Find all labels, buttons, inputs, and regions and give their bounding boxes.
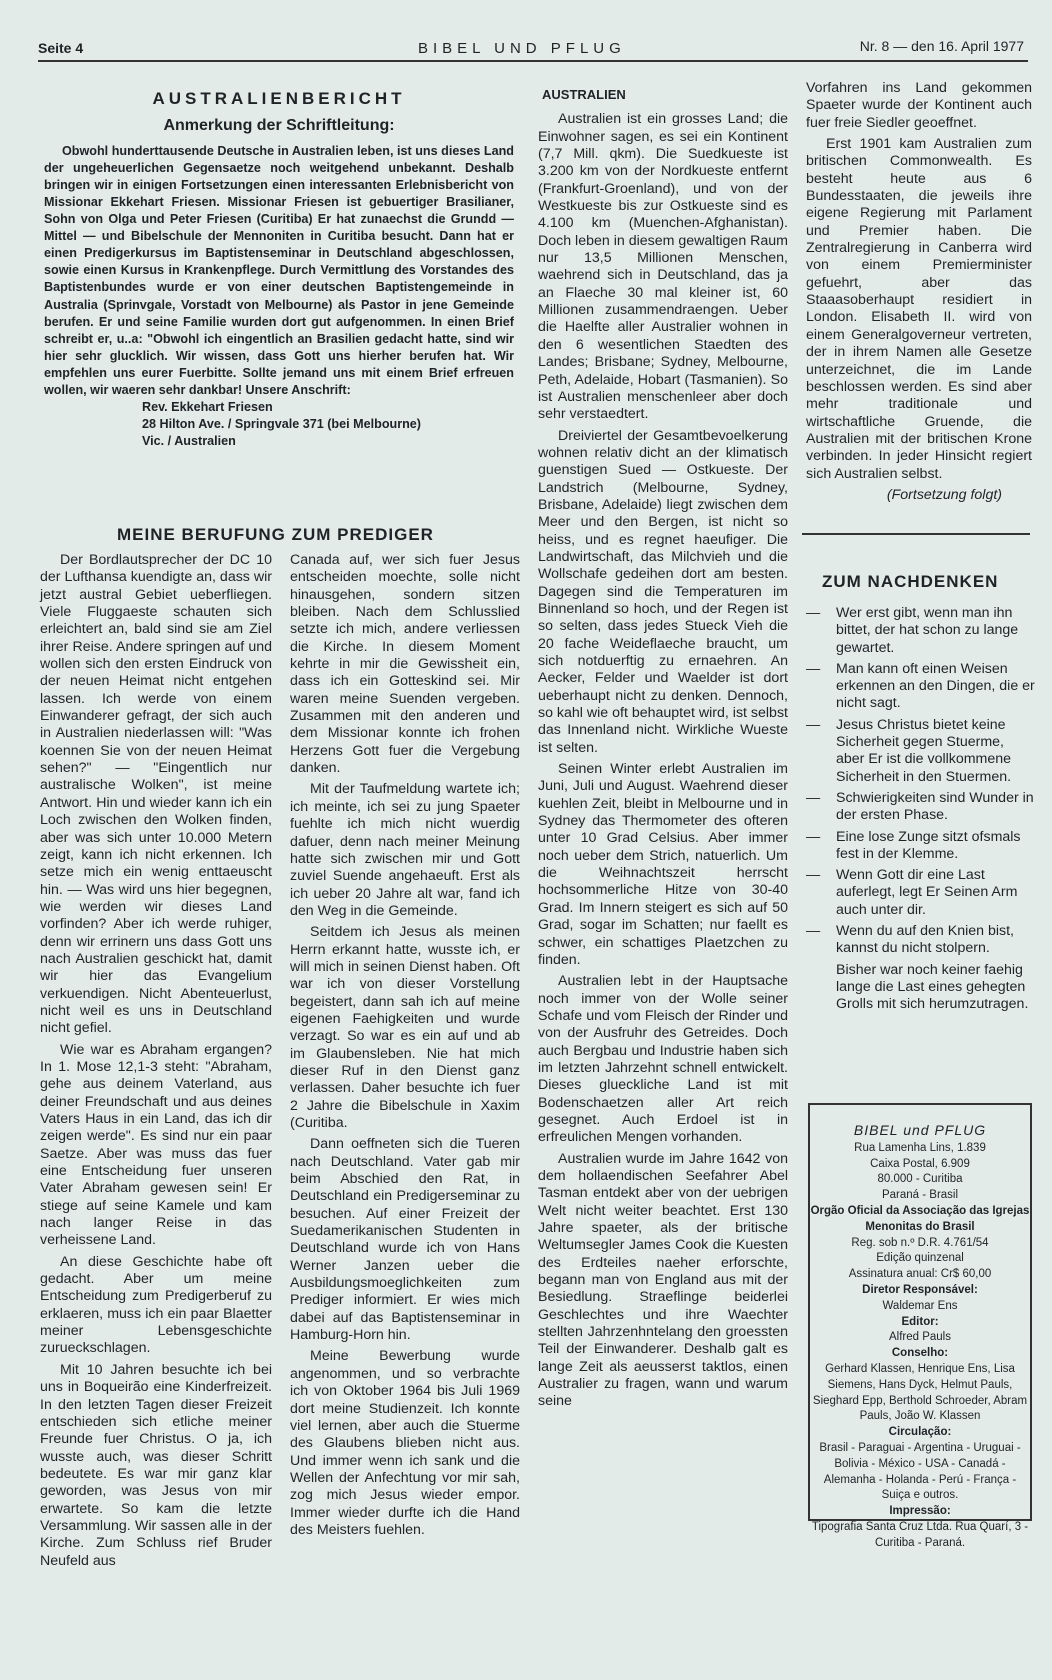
imprint-line: Rua Lamenha Lins, 1.839 bbox=[854, 1141, 986, 1154]
berufung-title: MEINE BERUFUNG ZUM PREDIGER bbox=[117, 525, 434, 544]
paragraph: Dann oeffneten sich die Tueren nach Deutschland. Vater gab mir beim Abschied den Rat, in Deutschland ein Predigerseminar zu besuchen. Auf einer Freizeit der Suedamerikanischen Studenten in Deutschland wurde ich von Hans Werner Janzen ueber die Ausbildungsmoeglichkeiten zum Prediger informiert. Er wies mich dabei auf das Baptistenseminar in Hamburg-Horn hin. bbox=[290, 1136, 520, 1344]
paragraph: Canada auf, wer sich fuer Jesus entscheiden moechte, solle nicht hinausgehen, sondern sitzen bleiben. Nach dem Schlusslied setzte ich mich, andere verliessen die Kirche. In diesem Moment kehrte in mir die Gewissheit ein, dass ich ein Gotteskind sei. Mir waren meine Suenden vergeben. Zusammen mit den anderen und dem Missionar konnte ich frohen Herzens Gott fuer die Vergebung danken. bbox=[290, 552, 520, 777]
nachdenken-title: ZUM NACHDENKEN bbox=[822, 572, 999, 591]
list-item: — Wenn du auf den Knien bist, kannst du nicht stolpern. bbox=[806, 923, 1014, 957]
section-divider bbox=[802, 533, 1030, 535]
page-number: Seite 4 bbox=[38, 40, 84, 56]
circulation-list: Brasil - Paraguai - Argentina - Uruguai - Bolivia - México - USA - Canadá - Alemanha - Holanda - Perú - França - Suiça e outros. bbox=[819, 1441, 1021, 1502]
paragraph: Seinen Winter erlebt Australien im Juni, Juli und August. Waehrend dieser kuehlen Zeit, bleibt in Melbourne und in Sydney das Thermometer des ofteren unter 10 Grad Celsius. Aber immer noch ueber dem Strich, natuerlich. Um die Weihnachtszeit herrscht hochsommerliche Hitze von 30-40 Grad. Im Innern steigert es sich auf 50 Grad, sogar im Schatten; nur faellt es schwer, ein schattiges Plaetzchen zu finden. bbox=[538, 761, 788, 968]
director-name: Waldemar Ens bbox=[882, 1299, 958, 1312]
paragraph: Dreiviertel der Gesamtbevoelkerung wohnen relativ dicht an der klimatisch guenstigen Sued — Ostkueste. Der Landstrich (Melbourne, Sydney, Brisbane, Adelaide) liegt zwischen dem Meer und den Bergen, ist nicht so heiss, und es regnet haeufiger. Die Landwirtschaft, das Milchvieh und die Wollschafe gedeihen dort am besten. Dagegen sind die Temperaturen im Binnenland so hoch, und der Regen ist so selten, dass jedes Stueck Vieh die 20 fache Weideflaeche braucht, um sich notduerftig zu ernaehren. An Aecker, Felder und Waelder ist dort ueberhaupt nicht zu denken. Dennoch, so kahl wie oft behauptet wird, ist selbst das Innenland nicht. Wirkliche Wueste ist selten. bbox=[538, 427, 788, 756]
imprint-organ: Orgão Oficial da Associação das Igrejas Menonitas do Brasil bbox=[810, 1204, 1030, 1233]
council-names: Gerhard Klassen, Henrique Ens, Lisa Siemens, Hans Dyck, Helmut Pauls, Sieghard Epp, Berthold Schroeder, Abram Pauls, João W. Klassen bbox=[812, 1362, 1028, 1423]
australien-column-2 bbox=[806, 80, 1032, 504]
council-label: Conselho: bbox=[891, 1347, 949, 1360]
print-label: Impressão: bbox=[889, 1505, 951, 1518]
editor-label: Editor: bbox=[901, 1315, 939, 1328]
imprint-line: Caixa Postal, 6.909 bbox=[870, 1157, 970, 1170]
director-label: Diretor Responsável: bbox=[862, 1283, 978, 1296]
page-header bbox=[38, 38, 1028, 62]
issue-date: Nr. 8 — den 16. April 1977 bbox=[859, 38, 1024, 54]
imprint-subscription: Assinatura anual: Cr$ 60,00 bbox=[848, 1268, 992, 1281]
paragraph: Seitdem ich Jesus als meinen Herrn erkannt hatte, wusste ich, er will mich in seinen Dienst haben. Oft war ich von dieser Vorstellung begeistert, dann sah ich auf meine eigenen Faehigkeiten und wurde verzagt. So war es ein auf und ab im Glaubensleben. Nie hat mich dieser Ruf in den Dienst ganz verlassen. Daher besuchte ich fuer 2 Jahre die Bibelschule in Xaxim (Curitiba. bbox=[290, 924, 520, 1131]
paragraph: Australien wurde im Jahre 1642 von dem hollaendischen Seefahrer Abel Tasman entdekt aber von der uebrigen Welt nicht weiter beachtet. Erst 130 Jahre spaeter, als der britische Weltumsegler James Cook die Kuesten des Erdteiles naeher erforschte, begann man von England aus mit der Besiedlung. Straeflinge beiderlei Geschlechtes und ihre Waechter stellten Jahrzenhntelang den groessten Teil der Einwanderer. Deshalb galt es lange Zeit als aeusserst taktlos, einen Australier zu fragen, wann und warum seine bbox=[538, 1150, 788, 1410]
closing-note: Bisher war noch keiner faehig lange die Last eines gehegten Grolls mit sich herumzutragen. bbox=[836, 961, 1029, 1013]
list-item: — Eine lose Zunge sitzt ofsmals fest in der Klemme. bbox=[806, 828, 1021, 862]
publication-name: BIBEL UND PFLUG bbox=[418, 40, 626, 57]
address-block bbox=[44, 399, 514, 450]
address-line: Vic. / Australien bbox=[142, 434, 236, 449]
imprint-line: 80.000 - Curitiba bbox=[877, 1173, 963, 1186]
imprint-title: BIBEL und PFLUG bbox=[853, 1122, 987, 1138]
australien-title: AUSTRALIEN bbox=[542, 87, 626, 102]
list-item: — Wer erst gibt, wenn man ihn bittet, der hat schon zu lange gewartet. bbox=[806, 605, 1019, 656]
paragraph: An diese Geschichte habe oft gedacht. Aber um meine Entscheidung zum Predigerberuf zu erklaeren, muss ich ein paar Blaetter meiner Lebensgeschichte zurueckschlagen. bbox=[40, 1253, 272, 1357]
paragraph: Australien ist ein grosses Land; die Einwohner sagen, es sei ein Kontinent (7,7 Mill. qkm). Die Suedkueste ist 3.200 km von der Nordkueste entfernt (Frankfurt-Groenland), und von der Westkueste bis zur Ostkueste sind es 4.100 km (Muenchen-Afghanistan). Doch leben in diesem gewaltigen Raum nur 13,5 Millionen Menschen, waehrend sich in Deutschland, das ja an Flaeche 30 mal kleiner ist, 60 Millionen zusammendraengen. Ueber die Haelfte aller Australier wohnen in den 6 wesentlichen Staedten des Landes; Brisbane; Sydney, Melbourne, Peth, Adelaide, Hobart (Tasmanien). So ist Australien menschenleer aber doch sehr verstaedtert. bbox=[538, 111, 788, 423]
imprint-line: Paraná - Brasil bbox=[881, 1189, 959, 1202]
berufung-column-1 bbox=[40, 552, 272, 1574]
paragraph: Erst 1901 kam Australien zum britischen Commonwealth. Es besteht heute aus 6 Bundesstaaten, die jeweils ihre eigene Regierung mit Parlament und Premier haben. Die Zentralregierung in Canberra wird von einem Premierminister gefuehrt, aber das Staaasoberhaupt residiert in London. Elisabeth II. wird von einem Generalgoverneur vertreten, der in ihrem Namen alle Gesetze unterzeichnet, die im Lande beschlossen werden. Es sind aber mehr traditionale und wirtschaftliche Gruende, die Australien mit der britischen Krone verbinden. In jeder Hinsicht regiert sich Australien selbst. bbox=[806, 136, 1032, 482]
editor-name: Alfred Pauls bbox=[888, 1331, 951, 1344]
australienbericht-title: AUSTRALIENBERICHT bbox=[152, 89, 406, 108]
circulation-label: Circulação: bbox=[888, 1426, 952, 1439]
printer: Tipografia Santa Cruz Ltda. Rua Quarí, 3 - Curitiba - Paraná. bbox=[811, 1520, 1029, 1549]
paragraph: Meine Bewerbung wurde angenommen, und so verbrachte ich von Oktober 1964 bis Juli 1969 dort meine Studienzeit. Ich konnte viel lernen, aber auch die Stuerme des Glaubens blieben nicht aus. Und immer wenn ich sank und die Wellen der Anfechtung vor mir sah, zog mich Jesus wieder empor. Immer wieder durfte ich die Hand des Meisters fuehlen. bbox=[290, 1348, 520, 1538]
address-line: 28 Hilton Ave. / Springvale 371 (bei Melbourne) bbox=[142, 417, 421, 432]
australien-column-1 bbox=[538, 84, 788, 1415]
address-line: Rev. Ekkehart Friesen bbox=[142, 400, 273, 415]
paragraph: Mit 10 Jahren besuchte ich bei uns in Boqueirão eine Kinderfreizeit. In den letzten Tagen dieser Freizeit entschieden sich etliche meiner Freunde fuer Christus. O ja, ich wusste auch, was dieser Schritt bedeutete. Es war mir ganz klar geworden, was Jesus von mir erwartete. So kam die letzte Versammlung. Wir sassen alle in der Kirche. Zum Schluss rief Bruder Neufeld aus bbox=[40, 1361, 272, 1569]
continued-note: (Fortsetzung folgt) bbox=[886, 486, 1002, 503]
paragraph: Der Bordlautsprecher der DC 10 der Lufthansa kuendigte an, dass wir jetzt austral Gebiet ueberfliegen. Viele Fluggaeste schauten sich erleichtert an, bald sind sie am Ziel ihrer Reise. Andere springen auf und wollen sich den ersten Eindruck von der neuen Heimat nicht entgehen lassen. Ich werde von einem Einwanderer gefragt, der sich auch in Australien niederlassen will: "Was koennen Sie von der neuen Heimat sehen?" — "Eingentlich nur australische Wolken", ist meine Antwort. Hin und wieder kann ich ein Loch zwischen den Wolken finden, aber was sich unter 10.000 Metern zeigt, kann ich nicht erkennen. Ich setze mich ein wenig enttaeuscht hin. — Was wird uns hier begegnen, wie werden wir dieses Land vorfinden? Aber ich werde ruhiger, denn wir errinern uns dass Gott uns nach Australien geschickt hat, damit wir hier das Evangelium verkuendigen. Nicht Abenteuerlust, nicht weil es uns in Deutschland nicht gefiel. bbox=[40, 552, 272, 1037]
editorial-note-text: Obwohl hunderttausende Deutsche in Australien leben, ist uns dieses Land der ungeheuerlichen Gegensaetze noch weitgehend unbekannt. Deshalb bringen wir in einigen Fortsetzungen einen interessanten Erlebnisbericht von Missionar Ekkehart Friesen. Missionar Friesen ist gebuertiger Brasilianer, Sohn von Olga und Peter Friesen (Curitiba) Er hat zunaechst die Grundd — Mittel — und Bibelschule der Mennoniten in Curitiba besucht. Dann hat er einen Predigerkursus im Baptistenseminar in Deutschland abgeschlossen, sowie einen Kursus in Krankenpflege. Durch Vermittlung des Vorstandes des Baptistenbundes wurde er von einer deutschen Baptistengemeinde in Australia (Sprinvgale, Vorstadt von Melbourne) als Pastor in jene Gemeinde berufen. Er und seine Familie wurden dort gut aufgenommen. In einen Brief schreibt er, u..a: "Obwohl ich eingentlich an Brasilien gedacht hatte, sind wir hier sehr glucklich. Wir wissen, dass Gott uns hierher berufen hat. Wir empfehlen uns eurer Fuerbitte. Sollte jemand uns mit einem Brief erfreuen wollen, wir waeren sehr dankbar! Unsere Anschrift: bbox=[44, 143, 514, 397]
paragraph: Australien lebt in der Hauptsache noch immer von der Wolle seiner Schafe und vom Fleisch der Rinder und von der Ausfruhr des Getreides. Doch auch Bergbau und Industrie haben sich im letzten Jahrzehnt schnell entwickelt. Dieses glueckliche Land ist mit Bodenschaetzen aller Art reich gesegnet. Auch Erdoel ist in erfreulichen Mengen vorhanden. bbox=[538, 973, 788, 1146]
australienbericht-block bbox=[44, 84, 514, 450]
paragraph: Mit der Taufmeldung wartete ich; ich meinte, ich sei zu jung Spaeter fuehlte ich mich nicht wuerdig dafuer, denn nach meiner Meinung hatte sich zwischen mir und Gott zuviel Suende angehaeuft. Erst als ich ueber 20 Jahre alt war, fand ich den Weg in die Gemeinde. bbox=[290, 781, 520, 919]
list-item: — Man kann oft einen Weisen erkennen an den Dingen, die er nicht sagt. bbox=[806, 660, 1035, 712]
nachdenken-list bbox=[806, 605, 1036, 1014]
editorial-note-heading: Anmerkung der Schriftleitung: bbox=[163, 117, 395, 135]
berufung-column-2 bbox=[290, 552, 520, 1543]
list-item: — Jesus Christus bietet keine Sicherheit gegen Stuerme, aber Er ist die vollkommene Sicherheit in den Stuermen. bbox=[806, 716, 1012, 785]
paragraph: Wie war es Abraham ergangen? In 1. Mose 12,1-3 steht: "Abraham, gehe aus deinem Vaterland, aus deiner Freundschaft und aus deines Vaters Haus in ein Land, das ich dir zeigen werde". Es sind nur ein paar Saetze. Aber was muss das fuer eine Entscheidung fuer unseren Vater Abraham gewesen sein! Er stiege auf seine Kamele und kam nach langer Reise in das verheissene Land. bbox=[40, 1041, 272, 1249]
paragraph: Vorfahren ins Land gekommen Spaeter wurde der Kontinent auch fuer freie Siedler geoeffnet. bbox=[806, 80, 1032, 131]
list-item: — Wenn Gott dir eine Last auferlegt, legt Er Seinen Arm auch unter dir. bbox=[806, 867, 1018, 918]
editorial-note bbox=[44, 143, 514, 399]
imprint-box bbox=[808, 1103, 1032, 1549]
imprint-edition: Edição quinzenal bbox=[876, 1252, 964, 1265]
list-item: — Schwierigkeiten sind Wunder in der ersten Phase. bbox=[806, 789, 1034, 824]
imprint-reg: Reg. sob n.º D.R. 4.761/54 bbox=[851, 1236, 989, 1249]
